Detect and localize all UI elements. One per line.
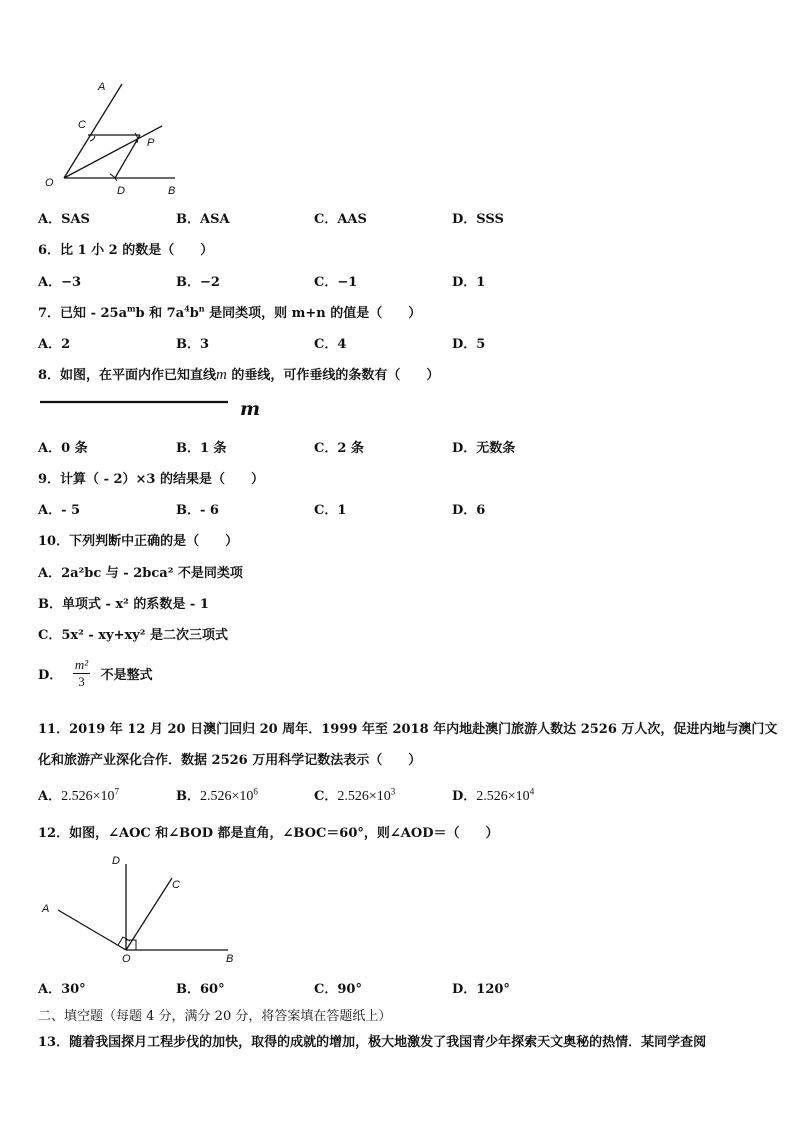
label-o: O <box>122 953 131 965</box>
q12-stem: 12．如图，∠AOC 和∠BOD 都是直角，∠BOC＝60°，则∠AOD＝（ ） <box>38 826 499 841</box>
q11-option-d: D．$2.526\times 10^4$ <box>452 786 535 804</box>
q8-option-a: A．0 条 <box>38 441 88 456</box>
q7-option-d: D．5 <box>452 337 486 352</box>
q11-option-a: A．$2.526\times 10^7$ <box>38 786 119 804</box>
q5-option-a: A．SAS <box>38 212 90 227</box>
label-d: D <box>112 855 120 867</box>
right-angle-mark-aoc <box>118 937 130 945</box>
ray-op <box>64 126 162 178</box>
q13-line1: 13．随着我国探月工程步伐的加快，取得的成就的增加，极大地激发了我国青少年探索天文奥秘的热情．某同学查阅 <box>38 1035 707 1050</box>
q5-option-d: D．SSS <box>452 212 504 227</box>
q6-option-d: D．1 <box>452 275 486 290</box>
q7-option-c: C．4 <box>314 337 347 352</box>
line-m-figure <box>38 394 268 424</box>
q12-option-c: C．90° <box>314 982 362 997</box>
q9-option-a: A．- 5 <box>38 503 81 518</box>
q6-option-b: B．−2 <box>176 275 220 290</box>
q6-option-a: A．−3 <box>38 275 82 290</box>
q10-option-b: B．单项式 - x² 的系数是 - 1 <box>38 597 209 612</box>
q7-option-a: A．2 <box>38 337 71 352</box>
q12-option-d: D．120° <box>452 982 510 997</box>
q8-stem: 8．如图，在平面内作已知直线m 的垂线，可作垂线的条数有（ ） <box>38 367 440 383</box>
q5-option-b: B．ASA <box>176 212 230 227</box>
label-d: D <box>117 185 125 197</box>
label-c: C <box>172 879 180 891</box>
right-angles-figure <box>38 850 248 968</box>
label-p: P <box>147 137 155 149</box>
q6-option-c: C．−1 <box>314 275 358 290</box>
q9-stem: 9．计算（ - 2）×3 的结果是（ ） <box>38 472 265 487</box>
section-title: 二、填空题（每题 4 分，满分 20 分，将答案填在答题纸上） <box>38 1009 392 1024</box>
ray-oa <box>58 910 126 950</box>
q10-stem: 10．下列判断中正确的是（ ） <box>38 534 239 549</box>
angle-bisector-figure <box>40 78 190 203</box>
q7-option-b: B．3 <box>176 337 210 352</box>
q9-option-b: B．- 6 <box>176 503 219 518</box>
q11-line1: 11．2019 年 12 月 20 日澳门回归 20 周年．1999 年至 2018 年内地赴澳门旅游人数达 2526 万人次，促进内地与澳门文 <box>38 722 778 737</box>
label-b: B <box>168 185 176 197</box>
q10-option-d: D． $\frac{\text{m²}}{3}$ 不是整式 <box>38 657 153 689</box>
ray-oa <box>64 84 122 178</box>
label-c: C <box>78 119 86 131</box>
q10-option-c: C．5x² - xy+xy² 是二次三项式 <box>38 628 229 643</box>
q8-option-d: D．无数条 <box>452 441 516 456</box>
label-a: A <box>42 903 50 915</box>
label-a: A <box>98 81 106 93</box>
q8-option-b: B．1 条 <box>176 441 227 456</box>
q5-option-c: C．AAS <box>314 212 367 227</box>
q11-line2: 化和旅游产业深化合作．数据 2526 万用科学记数法表示（ ） <box>38 753 422 768</box>
fraction-m2-over-3: $\frac{\text{m²}}{3}$ <box>74 657 89 689</box>
label-o: O <box>45 177 54 189</box>
segment-dp <box>115 135 140 178</box>
q11-option-b: B．$2.526\times 10^6$ <box>176 786 258 804</box>
arc-mark-c <box>90 136 95 141</box>
ray-oc <box>126 878 172 950</box>
label-b: B <box>226 953 234 965</box>
q12-option-a: A．30° <box>38 982 86 997</box>
line-m-label: m <box>240 398 261 420</box>
q9-option-d: D．6 <box>452 503 486 518</box>
q11-option-c: C．$2.526\times 10^3$ <box>314 786 396 804</box>
q9-option-c: C．1 <box>314 503 347 518</box>
q7-stem: 7．已知 - $25a^mb$ 和 $7a^4b^n$ 是同类项，则 m+n 的值是（ ） <box>38 303 422 321</box>
q10-option-a: A．2a²bc 与 - 2bca² 不是同类项 <box>38 566 243 581</box>
q8-option-c: C．2 条 <box>314 441 364 456</box>
q12-option-b: B．60° <box>176 982 225 997</box>
q6-stem: 6．比 1 小 2 的数是（ ） <box>38 243 214 258</box>
